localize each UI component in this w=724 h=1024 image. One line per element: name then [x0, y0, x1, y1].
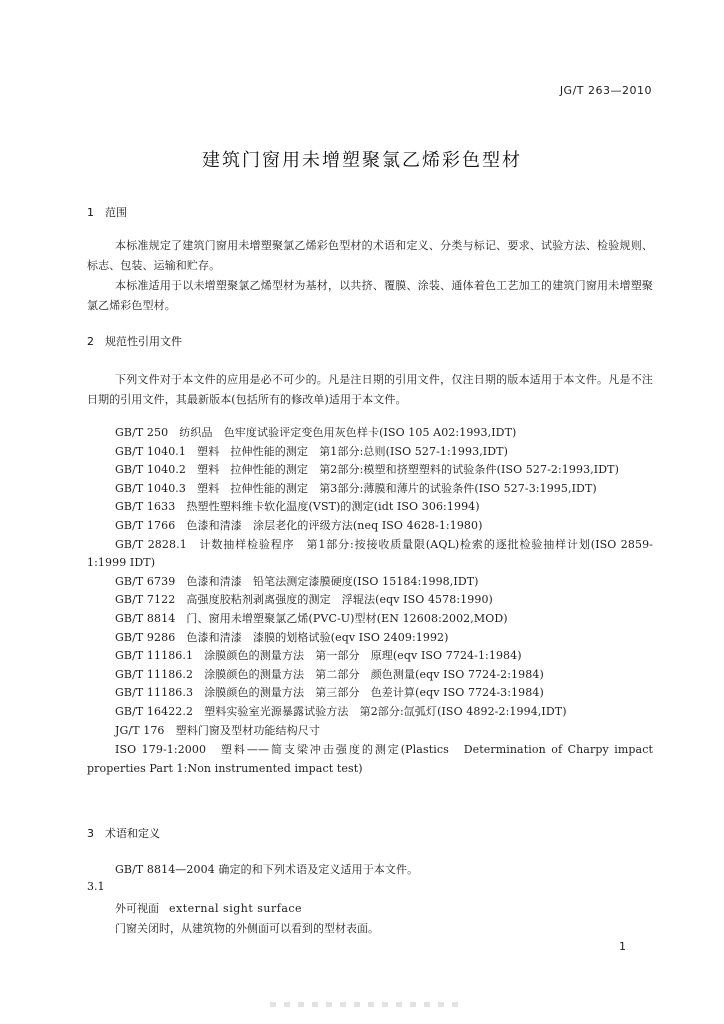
reference-item: GB/T 2828.1 计数抽样检验程序 第1部分:按接收质量限(AQL)检索的逐批检验抽样计划(ISO 2859-1:1999 IDT): [87, 537, 653, 570]
standard-code: JG/T 263—2010: [559, 84, 652, 97]
references-intro: 下列文件对于本文件的应用是必不可少的。凡是注日期的引用文件，仅注日期的版本适用于本文件。凡是不注日期的引用文件，其最新版本(包括所有的修改单)适用于本文件。: [87, 373, 653, 406]
reference-item: GB/T 11186.3 涂膜颜色的测量方法 第三部分 色差计算(eqv ISO 7724-3:1984): [115, 686, 544, 700]
reference-item: GB/T 11186.2 涂膜颜色的测量方法 第二部分 颜色测量(eqv ISO 7724-2:1984): [115, 667, 544, 681]
section-number: 1: [87, 206, 94, 219]
term-definition: 门窗关闭时，从建筑物的外侧面可以看到的型材表面。: [115, 922, 379, 935]
reference-item: GB/T 1766 色漆和清漆 涂层老化的评级方法(neq ISO 4628-1:1980): [115, 518, 483, 532]
reference-item: GB/T 7122 高强度胶粘剂剥离强度的测定 浮辊法(eqv ISO 4578:1990): [115, 593, 493, 607]
term-heading: [115, 900, 302, 916]
section-number: 3: [87, 827, 94, 840]
section-heading-terms: [87, 825, 160, 841]
reference-list: [87, 424, 653, 778]
reference-item: GB/T 11186.1 涂膜颜色的测量方法 第一部分 原理(eqv ISO 7724-1:1984): [115, 649, 522, 663]
reference-item: ISO 179-1:2000 塑料——简支梁冲击强度的测定(Plastics Determination of Charpy impact properties Part 1:Non instrumented impact test): [87, 743, 653, 776]
scan-footer-mark: [270, 1002, 460, 1007]
reference-item: GB/T 1633 热塑性塑料维卡软化温度(VST)的测定(idt ISO 306:1994): [115, 500, 480, 514]
reference-item: GB/T 1040.1 塑料 拉伸性能的测定 第1部分:总则(ISO 527-1:1993,IDT): [115, 444, 508, 458]
reference-item: GB/T 16422.2 塑料实验室光源暴露试验方法 第2部分:氙弧灯(ISO 4892-2:1994,IDT): [115, 704, 567, 718]
reference-item: GB/T 1040.2 塑料 拉伸性能的测定 第2部分:模塑和挤塑塑料的试验条件(ISO 527-2:1993,IDT): [115, 463, 619, 477]
reference-item: GB/T 9286 色漆和清漆 漆膜的划格试验(eqv ISO 2409:1992): [115, 630, 449, 644]
section-heading-scope: [87, 204, 127, 220]
terms-intro: GB/T 8814—2004 确定的和下列术语及定义适用于本文件。: [115, 863, 419, 876]
reference-item: GB/T 8814 门、窗用未增塑聚氯乙烯(PVC-U)型材(EN 12608:2002,MOD): [115, 611, 508, 625]
section-title: 规范性引用文件: [105, 335, 182, 348]
document-title: 建筑门窗用未增塑聚氯乙烯彩色型材: [202, 150, 522, 171]
reference-item: JG/T 176 塑料门窗及型材功能结构尺寸: [115, 723, 320, 737]
term-chinese: 外可视面: [115, 902, 159, 915]
section-title: 术语和定义: [105, 827, 160, 840]
page-number: 1: [619, 940, 626, 953]
scope-paragraph-1: 本标准规定了建筑门窗用未增塑聚氯乙烯彩色型材的术语和定义、分类与标记、要求、试验方法、检验规则、标志、包装、运输和贮存。: [87, 239, 653, 272]
reference-item: GB/T 6739 色漆和清漆 铅笔法测定漆膜硬度(ISO 15184:1998,IDT): [115, 574, 479, 588]
reference-item: GB/T 1040.3 塑料 拉伸性能的测定 第3部分:薄膜和薄片的试验条件(ISO 527-3:1995,IDT): [115, 481, 597, 495]
section-title: 范围: [105, 206, 127, 219]
section-number: 2: [87, 335, 94, 348]
section-heading-normative-references: [87, 333, 182, 349]
reference-item: GB/T 250 纺织品 色牢度试验评定变色用灰色样卡(ISO 105 A02:1993,IDT): [115, 426, 517, 439]
clause-number: 3.1: [87, 880, 105, 893]
term-english: external sight surface: [169, 902, 303, 915]
scope-paragraph-2: 本标准适用于以未增塑聚氯乙烯型材为基材，以共挤、覆膜、涂装、通体着色工艺加工的建筑门窗用未增塑聚氯乙烯彩色型材。: [87, 279, 653, 312]
